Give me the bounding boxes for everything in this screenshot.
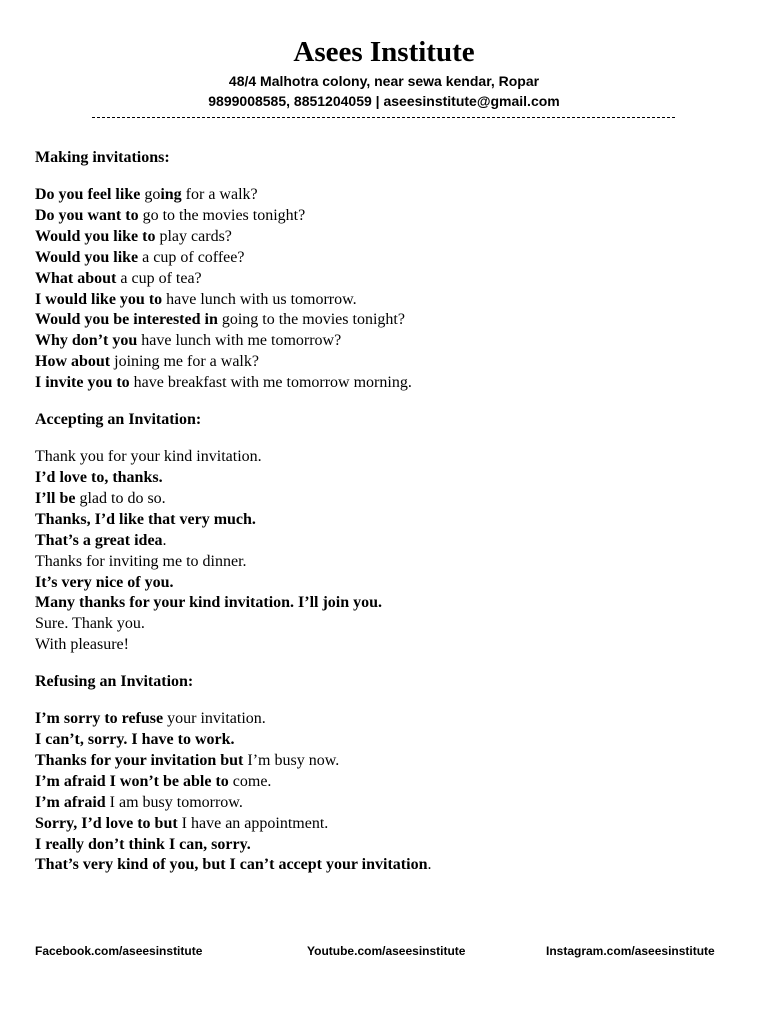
footer-instagram: Instagram.com/aseesinstitute [546,944,715,958]
phrase-line [35,510,735,531]
section-title: Making invitations: [35,149,170,166]
phrase-bold-segment: Why don’t you [35,332,138,350]
phrase-list [35,185,735,394]
institute-title: Asees Institute [293,36,475,68]
phrase-bold-segment: Thanks, I’d like that very much. [35,510,256,528]
phrase-bold-segment: Would you be interested in [35,311,218,329]
phrase-bold-segment: I really don’t think I can, sorry. [35,835,251,853]
phrase-line [35,531,735,552]
phrase-line [35,814,735,835]
phrase-segment: joining me for a walk? [110,353,259,371]
institute-contact: 9899008585, 8851204059 | aseesinstitute@gmail.com [208,93,560,109]
phrase-bold-segment: It’s very nice of you. [35,573,174,591]
phrase-bold-segment: I’m afraid I won’t be able to [35,772,229,790]
phrase-segment: have breakfast with me tomorrow morning. [129,374,412,392]
phrase-bold-segment: Would you like to [35,227,156,245]
phrase-bold-segment: I’ll be [35,489,76,507]
phrase-line [35,185,735,206]
phrase-line [35,772,735,793]
phrase-segment: have lunch with me tomorrow? [137,332,342,350]
phrase-bold-segment: I’d love to, thanks. [35,468,163,486]
phrase-segment: I’m busy now. [243,751,340,769]
phrase-segment: With pleasure! [35,636,129,654]
phrase-bold-segment: I invite you to [35,374,130,392]
phrase-segment: for a walk? [181,186,258,203]
phrase-bold-segment: Many thanks for your kind invitation. I’ll join you. [35,594,383,612]
phrase-segment: I have an appointment. [177,814,329,832]
phrase-bold-segment: Would you like [35,248,139,266]
phrase-segment: go [144,186,161,203]
phrase-bold-segment: What about [35,269,117,287]
phrase-segment: play cards? [155,227,232,245]
phrase-line [35,248,735,269]
footer-facebook: Facebook.com/aseesinstitute [35,944,203,958]
phrase-bold-segment: I can’t, sorry. I have to work. [35,731,235,749]
phrase-segment: come. [228,772,272,790]
institute-address: 48/4 Malhotra colony, near sewa kendar, Ropar [228,73,540,89]
phrase-line [35,593,735,614]
phrase-bold-segment: Thanks for your invitation but [35,751,244,769]
document-header [0,34,768,111]
section-title: Refusing an Invitation: [35,673,194,691]
phrase-line [35,269,735,290]
phrase-segment: a cup of tea? [116,269,202,287]
phrase-bold-segment: That’s a great idea [35,531,163,549]
phrase-line [35,709,735,730]
phrase-bold-segment: Sorry, I’d love to but [35,814,178,832]
phrase-bold-segment: I would like you to [35,290,163,308]
phrase-segment: glad to do so. [75,489,166,507]
phrase-line [35,290,735,311]
phrase-line [35,855,735,876]
phrase-line [35,573,735,594]
phrase-segment: a cup of coffee? [138,248,245,266]
phrase-line [35,751,735,772]
phrase-line [35,730,735,751]
phrase-bold-segment: ing [160,186,182,203]
document-body [35,147,735,891]
phrase-line [35,373,735,394]
phrase-bold-segment: I’m afraid [35,793,106,811]
phrase-line [35,468,735,489]
phrase-line [35,331,735,352]
phrase-list [35,709,735,876]
phrase-segment: have lunch with us tomorrow. [162,290,357,308]
phrase-line [35,227,735,248]
phrase-segment: I am busy tomorrow. [105,793,243,811]
phrase-line [35,614,735,635]
phrase-line [35,552,735,573]
phrase-bold-segment: Do you want to [35,206,139,224]
header-divider [92,117,675,118]
phrase-line [35,489,735,510]
phrase-bold-segment: How about [35,353,111,371]
phrase-line [35,635,735,656]
phrase-line [35,793,735,814]
phrase-line [35,352,735,373]
phrase-segment: Thanks for inviting me to dinner. [35,552,247,570]
section-title: Accepting an Invitation: [35,411,202,429]
phrase-line [35,206,735,227]
phrase-segment: your invitation. [163,710,266,728]
footer-youtube: Youtube.com/aseesinstitute [307,944,466,958]
phrase-segment: Sure. Thank you. [35,615,145,633]
phrase-line [35,835,735,856]
phrase-bold-segment: Do you feel like [35,186,145,203]
phrase-segment: going to the movies tonight? [217,311,405,329]
phrase-segment: Thank you for your kind invitation. [35,448,262,466]
phrase-line [35,310,735,331]
phrase-segment: go to the movies tonight? [138,206,306,224]
phrase-list [35,447,735,656]
phrase-bold-segment: That’s very kind of you, but I can’t accept your invitation [35,856,428,874]
phrase-segment: . [162,531,167,549]
phrase-line [35,447,735,468]
phrase-bold-segment: I’m sorry to refuse [35,710,164,728]
phrase-segment: . [427,856,432,874]
